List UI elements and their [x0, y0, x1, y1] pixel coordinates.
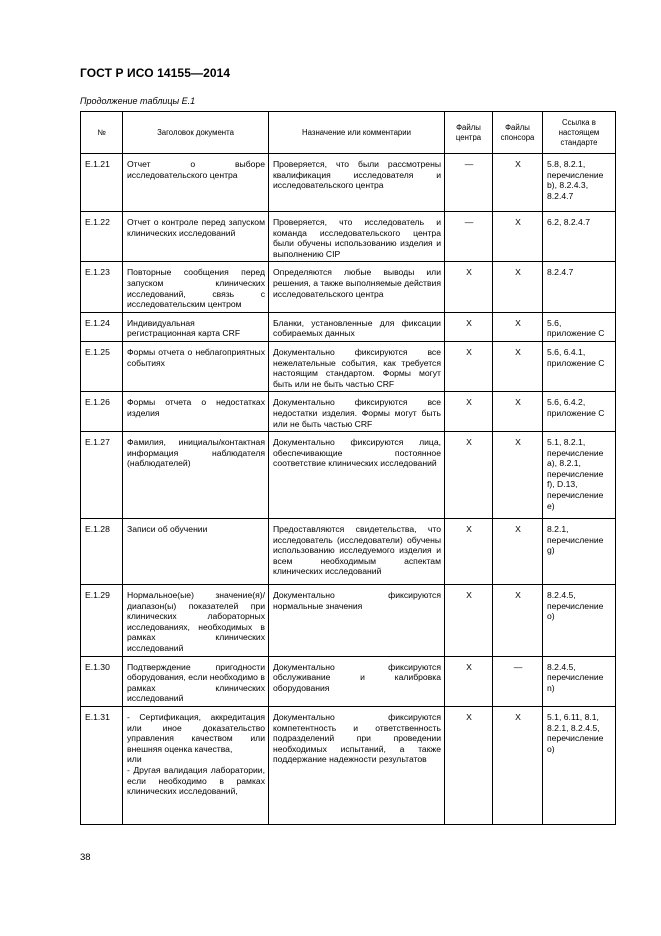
cell-title: Подтверждение пригодности оборудования, если необходимо в рамках клинических исследований	[123, 656, 269, 706]
cell-purpose: Бланки, установленные для фиксации собираемых данных	[269, 312, 445, 341]
cell-title: - Сертификация, аккредитация или иное доказательство управления качеством или внешняя оценка качества, или - Другая валидация лаборатории, если необходимо в рамках клинических исследований,	[123, 707, 269, 825]
column-header-center-files: Файлы центра	[445, 112, 493, 154]
cell-sponsor-files: X	[493, 707, 543, 825]
table-header-row	[81, 112, 616, 154]
table-row	[81, 392, 616, 432]
cell-sponsor-files: X	[493, 212, 543, 262]
table-row	[81, 656, 616, 706]
cell-reference: 8.2.4.5, перечисление o)	[543, 585, 616, 657]
cell-reference: 5.1, 8.2.1, перечисление a), 8.2.1, перечисление f), D.13, перечисление e)	[543, 432, 616, 519]
table-row	[81, 262, 616, 312]
cell-sponsor-files: X	[493, 341, 543, 391]
cell-title: Формы отчета о недостатках изделия	[123, 392, 269, 432]
cell-reference: 8.2.4.7	[543, 262, 616, 312]
cell-sponsor-files: X	[493, 262, 543, 312]
cell-purpose: Документально фиксируются все недостатки изделия. Формы могут быть или не быть частью CRF	[269, 392, 445, 432]
cell-center-files: X	[445, 341, 493, 391]
cell-number: Е.1.22	[81, 212, 123, 262]
cell-purpose: Проверяется, что были рассмотрены квалификация исследователя и исследовательского центра	[269, 154, 445, 212]
cell-reference: 5.6, 6.4.2, приложение С	[543, 392, 616, 432]
cell-title: Фамилия, инициалы/контактная информация наблюдателя (наблюдателей)	[123, 432, 269, 519]
column-header-title: Заголовок документа	[123, 112, 269, 154]
cell-sponsor-files: X	[493, 585, 543, 657]
cell-purpose: Документально фиксируются все нежелательные события, как требуется настоящим стандартом. Формы могут быть или не быть частью CRF	[269, 341, 445, 391]
document-title: ГОСТ Р ИСО 14155—2014	[80, 66, 231, 80]
column-header-number: №	[81, 112, 123, 154]
cell-center-files: X	[445, 585, 493, 657]
cell-title: Записи об обучении	[123, 519, 269, 585]
cell-number: Е.1.25	[81, 341, 123, 391]
cell-reference: 5.1, 6.11, 8.1, 8.2.1, 8.2.4.5, перечисление o)	[543, 707, 616, 825]
cell-center-files: —	[445, 212, 493, 262]
table-body	[81, 154, 616, 825]
column-header-purpose: Назначение или комментарии	[269, 112, 445, 154]
cell-title: Индивидуальная регистрационная карта CRF	[123, 312, 269, 341]
cell-center-files: —	[445, 154, 493, 212]
cell-number: Е.1.24	[81, 312, 123, 341]
cell-purpose: Документально фиксируются компетентность и ответственность подразделений при проведении необходимых испытаний, а также поддержание надежности результатов	[269, 707, 445, 825]
cell-sponsor-files: —	[493, 656, 543, 706]
table-row	[81, 341, 616, 391]
cell-center-files: X	[445, 392, 493, 432]
cell-center-files: X	[445, 519, 493, 585]
cell-center-files: X	[445, 707, 493, 825]
table-row	[81, 212, 616, 262]
cell-purpose: Проверяется, что исследователь и команда исследовательского центра были обучены использованию изделия и выполнению CIP	[269, 212, 445, 262]
cell-reference: 5.6, приложение С	[543, 312, 616, 341]
cell-number: Е.1.31	[81, 707, 123, 825]
column-header-sponsor-files: Файлы спонсора	[493, 112, 543, 154]
column-header-reference: Ссылка в настоящем стандарте	[543, 112, 616, 154]
page-number: 38	[80, 852, 91, 863]
table-row	[81, 519, 616, 585]
cell-reference: 5.6, 6.4.1, приложение С	[543, 341, 616, 391]
cell-purpose: Предоставляются свидетельства, что исследователь (исследователи) обучены использованию исследуемого изделия и всем необходимым аспектам клинических исследований	[269, 519, 445, 585]
cell-number: Е.1.26	[81, 392, 123, 432]
cell-reference: 6.2, 8.2.4.7	[543, 212, 616, 262]
cell-center-files: X	[445, 312, 493, 341]
cell-title: Отчет о выборе исследовательского центра	[123, 154, 269, 212]
cell-purpose: Документально фиксируются нормальные значения	[269, 585, 445, 657]
cell-number: Е.1.27	[81, 432, 123, 519]
cell-title: Отчет о контроле перед запуском клинических исследований	[123, 212, 269, 262]
cell-number: Е.1.21	[81, 154, 123, 212]
table-row	[81, 432, 616, 519]
cell-center-files: X	[445, 262, 493, 312]
cell-sponsor-files: X	[493, 392, 543, 432]
cell-reference: 5.8, 8.2.1, перечисление b), 8.2.4.3, 8.2.4.7	[543, 154, 616, 212]
cell-sponsor-files: X	[493, 312, 543, 341]
cell-title: Нормальное(ые) значение(я)/диапазон(ы) показателей при клинических лабораторных исследованиях, необходимых в рамках клинических исследований	[123, 585, 269, 657]
cell-number: Е.1.29	[81, 585, 123, 657]
cell-reference: 8.2.4.5, перечисление n)	[543, 656, 616, 706]
cell-purpose: Документально фиксируются лица, обеспечивающие постоянное соответствие клинических исследований	[269, 432, 445, 519]
cell-number: Е.1.28	[81, 519, 123, 585]
cell-purpose: Документально фиксируются обслуживание и калибровка оборудования	[269, 656, 445, 706]
table-row	[81, 585, 616, 657]
table-caption: Продолжение таблицы Е.1	[80, 96, 196, 106]
cell-sponsor-files: X	[493, 519, 543, 585]
cell-title: Повторные сообщения перед запуском клинических исследований, связь с исследовательским центром	[123, 262, 269, 312]
cell-number: Е.1.23	[81, 262, 123, 312]
cell-number: Е.1.30	[81, 656, 123, 706]
table-row	[81, 707, 616, 825]
cell-sponsor-files: X	[493, 154, 543, 212]
cell-center-files: X	[445, 656, 493, 706]
cell-title: Формы отчета о неблагоприятных событиях	[123, 341, 269, 391]
requirements-table	[80, 111, 616, 825]
table-row	[81, 312, 616, 341]
table-row	[81, 154, 616, 212]
cell-sponsor-files: X	[493, 432, 543, 519]
cell-center-files: X	[445, 432, 493, 519]
cell-purpose: Определяются любые выводы или решения, а также выполняемые действия исследовательского центра	[269, 262, 445, 312]
cell-reference: 8.2.1, перечисление g)	[543, 519, 616, 585]
